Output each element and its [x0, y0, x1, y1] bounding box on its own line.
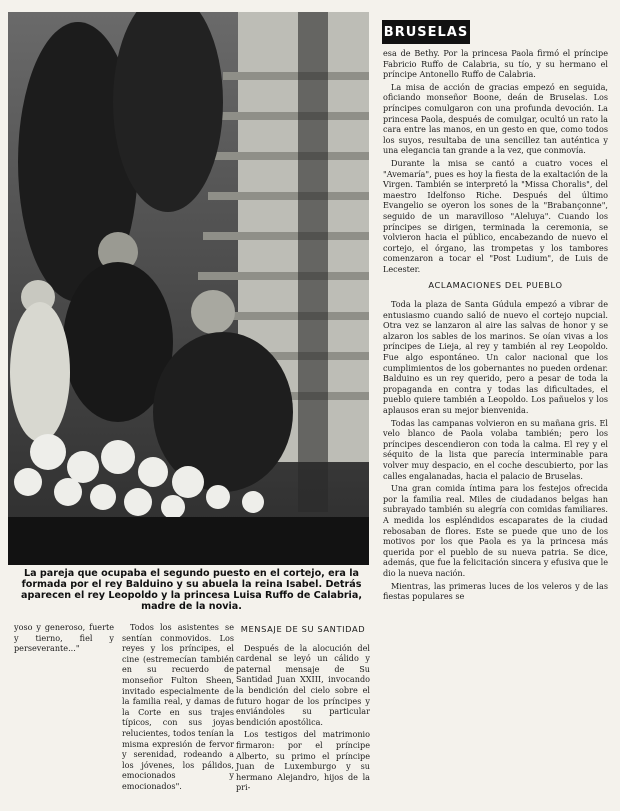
paragraph: Toda la plaza de Santa Gúdula empezó a vibrar de entusiasmo cuando salió de nuevo el cortejo nupcial. Otra vez se lanzaron al aire las salvas de honor y se alzaron los sables de los marinos. Se oían vivas a los príncipes de Lieja, al rey y también al rey Leopoldo. Fue algo espontáneo. Un calor nacional que los cumplimientos de los gobernantes no pueden ordenar. Balduino es un rey querido, pero a pesar de toda la propaganda en contra y todas las dificultades, el pueblo quiere también a Leopoldo. Los pañuelos y los aplausos eran su mejor bienvenida. [383, 299, 608, 415]
paragraph: esa de Bethy. Por la princesa Paola firmó el príncipe Fabricio Ruffo de Calabria, su tío, y su hermano el príncipe Antonello Ruffo de Calabria. [383, 48, 608, 80]
paragraph: Los testigos del matrimonio firmaron: por el príncipe Alberto, su primo el príncipe Juan de Luxemburgo y su hermano Alejandro, hijos de la pri- [236, 729, 370, 793]
article-bottom-middle-column [122, 622, 234, 794]
paragraph: Mientras, las primeras luces de los veleros y de las fiestas populares se [383, 580, 608, 602]
section-heading: ACLAMACIONES DEL PUEBLO [428, 280, 563, 291]
article-bottom-left-column [14, 622, 114, 656]
paragraph: Durante la misa se cantó a cuatro voces el "Avemaría", pues es hoy la fiesta de la exaltación de la Virgen. También se interpretó la "Missa Choralis", del maestro Idelfonso Riche. Después del último Evangelio se oyeron los sones de la "Brabançonne", seguido de un maravilloso "Aleluya". Cuando los príncipes se dirigen, terminada la ceremonia, se volvieron hacia el público, encabezando de nuevo el cortejo, el órgano, las trompetas y los tambores comenzaron a tocar el "Post Ludium", de Luis de Lecester. [383, 157, 608, 274]
section-badge: BRUSELAS [382, 20, 470, 44]
paragraph: Todos los asistentes se sentían conmovidos. Los reyes y los príncipes, el cine (estremecían también en su recuerdo de monseñor Fulton Sheen, invitado especialmente de la familia real, y damas de la Corte en sus trajes típicos, con sus joyas relucientes, todos tenían la misma expresión de fervor y serenidad, rodeando a los jóvenes, los pálidos, emocionados y emocionados". [122, 622, 234, 791]
paragraph: yoso y generoso, fuerte y tierno, fiel y perseverante..." [14, 622, 114, 654]
paragraph: Una gran comida íntima para los festejos ofrecida por la familia real. Miles de ciudadanos belgas han subrayado también su alegría con comidas familiares. A medida los espléndidos escaparates de la ciudad rebosaban de flores. Este se puede que uno de los motivos por los que Paola es ya la princesa más querida por el pueblo de su nueva patria. Se dice, además, que fue la felicitación sincera y efusiva que le dio la nueva nación. [383, 483, 608, 578]
photo-caption: La pareja que ocupaba el segundo puesto en el cortejo, era la formada por el rey Balduino y su abuela la reina Isabel. Detrás aparecen el rey Leopoldo y la princesa Luisa Ruffo de Calabria, madre de la novia. [21, 568, 362, 612]
photo-royal-wedding [8, 12, 369, 565]
paragraph: Después de la alocución del cardenal se leyó un cálido y paternal mensaje de Su Santidad Juan XXIII, invocando la bendición del cielo sobre el futuro hogar de los príncipes y enviándoles su particular bendición apostólica. [236, 642, 370, 727]
section-heading: MENSAJE DE SU SANTIDAD [240, 624, 366, 634]
paragraph: Todas las campanas volvieron en su mañana gris. El velo blanco de Paola volaba también; pero los príncipes descendieron con toda la calma. El rey y el séquito de la lista que parecía interminable para volver muy despacio, en el coche descubierto, por las calles engalanadas, hacia el palacio de Bruselas. [383, 417, 608, 481]
article-bottom-right-column [236, 622, 370, 795]
article-right-column [383, 48, 608, 604]
paragraph: La misa de acción de gracias empezó en seguida, oficiando monseñor Boone, deán de Bruselas. Los príncipes comulgaron con una profunda devoción. La princesa Paola, después de comulgar, ocultó un rato la cara entre las manos, en un gesto en que, como todos los suyos, resultaba de una sencillez tan auténtica y una elegancia tan grande a la vez, que conmovía. [383, 81, 608, 156]
photo-illustration [8, 12, 369, 565]
